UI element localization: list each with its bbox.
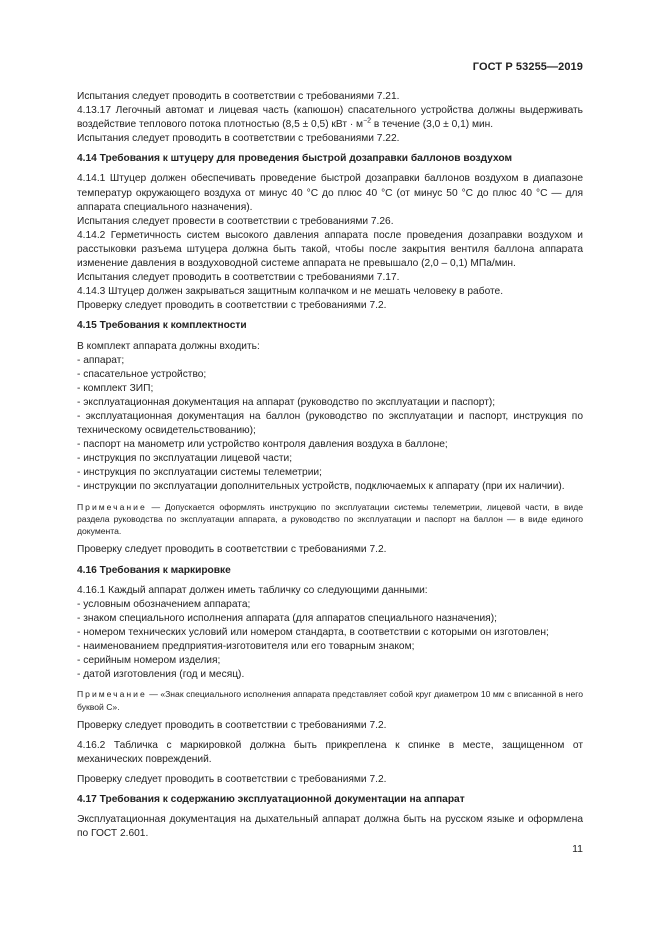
superscript: −2 [363,117,372,125]
section-heading: 4.14 Требования к штуцеру для проведения быстрой дозаправки баллонов воздухом [77,153,513,165]
section-heading: 4.15 Требования к комплектности [77,320,247,332]
list-item: - инструкция по эксплуатации системы телеметрии; [77,467,322,479]
paragraph: Испытания следует провести в соответствии с требованиями 7.26. [77,215,394,227]
paragraph: 4.14.2 Герметичность систем высокого давления аппарата после проведения дозаправки воздухом и расстыковки разъема штуцера должна быть такой, чтобы после закрытия вентиля баллона аппарата изменение давления в воздуховодной системе аппарата не превышало (2,0 – 0,1) МПа/мин. [77,229,583,270]
paragraph: Проверку следует проводить в соответствии с требованиями 7.2. [77,300,387,312]
list-item: - паспорт на манометр или устройство контроля давления воздуха в баллоне; [77,439,448,451]
list-item: - инструкции по эксплуатации дополнительных устройств, подключаемых к аппарату (при их наличии). [77,481,565,493]
text-span: 4.13.17 Легочный автомат и лицевая часть (капюшон) спасательного устройства должны выдерживать воздействие теплового потока плотностью (8,5 ± 0,5) кВт · м [77,105,583,131]
paragraph: Эксплуатационная документация на дыхательный аппарат должна быть на русском языке и оформлена по ГОСТ 2.601. [77,814,583,840]
text-span: в течение (3,0 ± 0,1) мин. [371,119,494,131]
list-item: - условным обозначением аппарата; [77,598,251,610]
paragraph: 4.16.1 Каждый аппарат должен иметь табличку со следующими данными: [77,584,428,596]
paragraph: 4.16.2 Табличка с маркировкой должна быть прикреплена к спинке в месте, защищенном от механических повреждений. [77,739,583,766]
paragraph: Испытания следует проводить в соответствии с требованиями 7.22. [77,133,400,145]
paragraph: Испытания следует проводить в соответствии с требованиями 7.17. [77,272,400,284]
list-item: - аппарат; [77,354,125,366]
note-label: Примечание [77,501,147,512]
document-body [77,90,583,842]
list-item: - комплект ЗИП; [77,382,154,394]
paragraph [77,104,583,132]
list-item: - знаком специального исполнения аппарата (для аппаратов специального назначения); [77,612,497,624]
paragraph: 4.14.1 Штуцер должен обеспечивать проведение быстрой дозаправки баллонов воздухом в диапазоне температур окружающего воздуха от минус 40 °С до плюс 40 °С (от минус 50 °С до плюс 40 °С — для аппарата специального назначения). [77,173,583,213]
section-heading: 4.16 Требования к маркировке [77,564,231,576]
paragraph: Проверку следует проводить в соответствии с требованиями 7.2. [77,719,387,731]
note-text: — Допускается оформлять инструкцию по эксплуатации системы телеметрии, лицевой части, в виде раздела руководства по эксплуатации аппарата, а руководство по эксплуатации и паспорт на баллон — в виде единого документа. [77,501,583,537]
page-number: 11 [572,843,583,855]
note-text: — «Знак специального исполнения аппарата представляет собой круг диаметром 10 мм с вписанной в него буквой С». [77,689,583,712]
note-label: Примечание [77,689,147,700]
list-item: - серийным номером изделия; [77,655,221,667]
list-item: - датой изготовления (год и месяц). [77,669,245,681]
paragraph: Испытания следует проводить в соответствии с требованиями 7.21. [77,91,400,102]
list-item: - наименованием предприятия-изготовителя или его товарным знаком; [77,640,415,652]
list-item: - спасательное устройство; [77,368,207,380]
list-item: - эксплуатационная документация на аппарат (руководство по эксплуатации и паспорт); [77,396,496,408]
note [77,501,583,538]
paragraph: Проверку следует проводить в соответствии с требованиями 7.2. [77,544,387,556]
list-item: - номером технических условий или номером стандарта, в соответствии с которыми он изготовлен; [77,626,549,638]
list-item: - инструкция по эксплуатации лицевой части; [77,453,293,465]
paragraph: Проверку следует проводить в соответствии с требованиями 7.2. [77,774,387,786]
paragraph: 4.14.3 Штуцер должен закрываться защитным колпачком и не мешать человеку в работе. [77,286,504,298]
paragraph: В комплект аппарата должны входить: [77,340,260,352]
section-heading: 4.17 Требования к содержанию эксплуатационной документации на аппарат [77,794,465,806]
list-item: - эксплуатационная документация на баллон (руководство по эксплуатации и паспорт, инструкция по техническому освидетельствованию); [77,410,583,437]
note [77,688,583,713]
page-header: ГОСТ Р 53255—2019 [472,61,583,73]
